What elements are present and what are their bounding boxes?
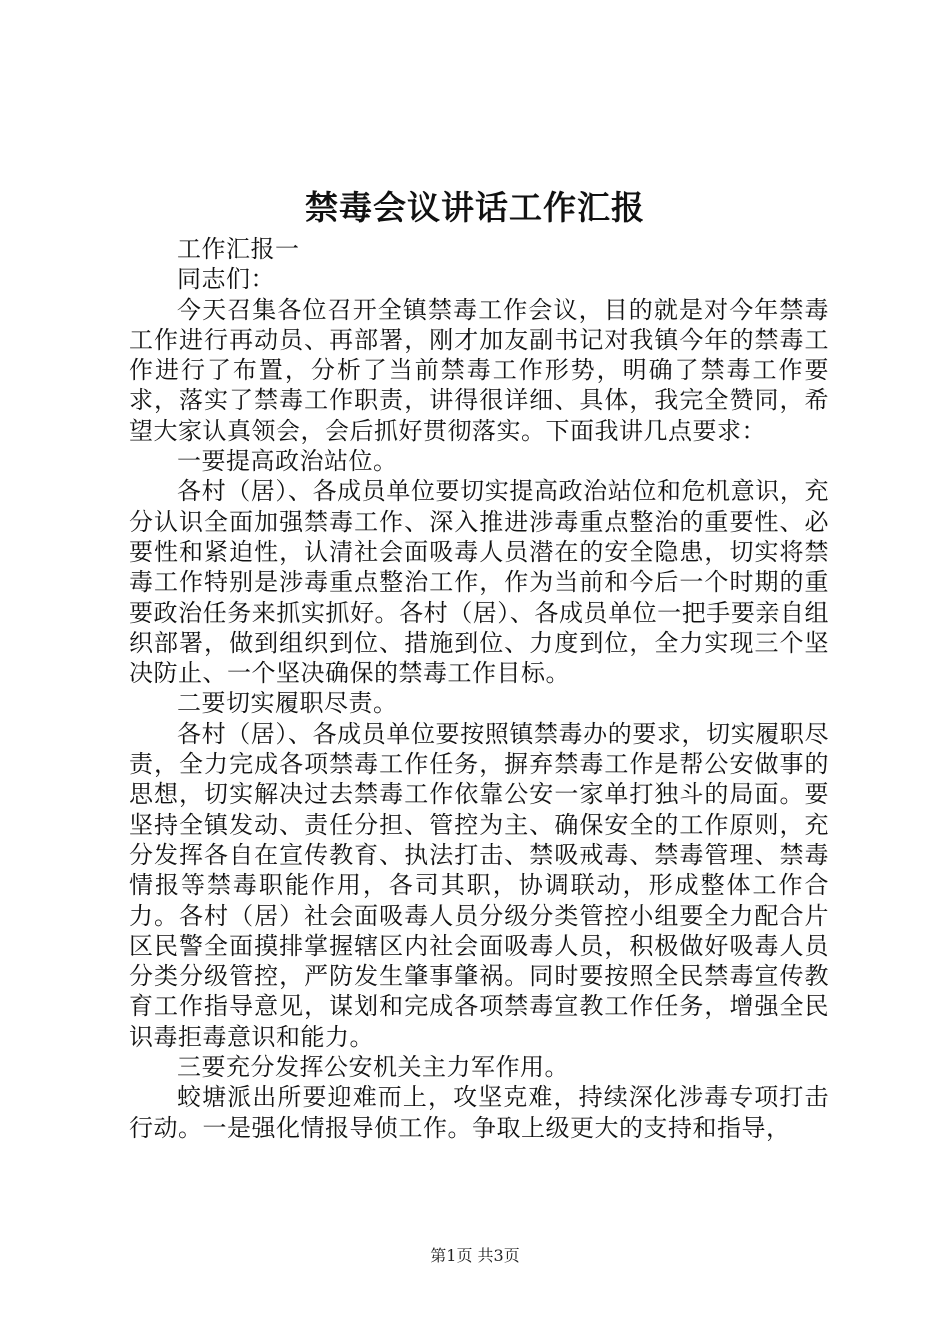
paragraph-point-two-body: 各村（居）、各成员单位要按照镇禁毒办的要求，切实履职尽责，全力完成各项禁毒工作任务，摒弃禁毒工作是帮公安做事的思想，切实解决过去禁毒工作依靠公安一家单打独斗的局面。要坚持全镇发动、责任分担、管控为主、确保安全的工作原则，充分发挥各自在宣传教育、执法打击、禁吸戒毒、禁毒管理、禁毒情报等禁毒职能作用，各司其职，协调联动，形成整体工作合力。各村（居）社会面吸毒人员分级分类管控小组要全力配合片区民警全面摸排掌握辖区内社会面吸毒人员，积极做好吸毒人员分类分级管控，严防发生肇事肇祸。同时要按照全民禁毒宣传教育工作指导意见，谋划和完成各项禁毒宣教工作任务，增强全民识毒拒毒意识和能力。: [129, 719, 829, 1051]
document-body: [129, 234, 829, 1143]
paragraph-point-two-heading: 二要切实履职尽责。: [177, 689, 398, 718]
page-footer: 第1页 共3页: [430, 1246, 520, 1265]
paragraph-point-one-body: 各村（居）、各成员单位要切实提高政治站位和危机意识，充分认识全面加强禁毒工作、深入推进涉毒重点整治的重要性、必要性和紧迫性，认清社会面吸毒人员潜在的安全隐患，切实将禁毒工作特别是涉毒重点整治工作，作为当前和今后一个时期的重要政治任务来抓实抓好。各村（居）、各成员单位一把手要亲自组织部署，做到组织到位、措施到位、力度到位，全力实现三个坚决防止、一个坚决确保的禁毒工作目标。: [129, 477, 829, 688]
paragraph-point-three-body: 蛟塘派出所要迎难而上，攻坚克难，持续深化涉毒专项打击行动。一是强化情报导侦工作。争取上级更大的支持和指导，: [129, 1083, 829, 1142]
paragraph-intro: 今天召集各位召开全镇禁毒工作会议，目的就是对今年禁毒工作进行再动员、再部署，刚才加友副书记对我镇今年的禁毒工作进行了布置，分析了当前禁毒工作形势，明确了禁毒工作要求，落实了禁毒工作职责，讲得很详细、具体，我完全赞同，希望大家认真领会，会后抓好贯彻落实。下面我讲几点要求：: [129, 295, 829, 445]
document-title: 禁毒会议讲话工作汇报: [305, 188, 645, 227]
paragraph-point-one-heading: 一要提高政治站位。: [177, 447, 398, 476]
paragraph-point-three-heading: 三要充分发挥公安机关主力军作用。: [177, 1053, 569, 1082]
paragraph-salutation: 同志们：: [177, 265, 275, 294]
paragraph-heading-report-one: 工作汇报一: [177, 235, 300, 263]
